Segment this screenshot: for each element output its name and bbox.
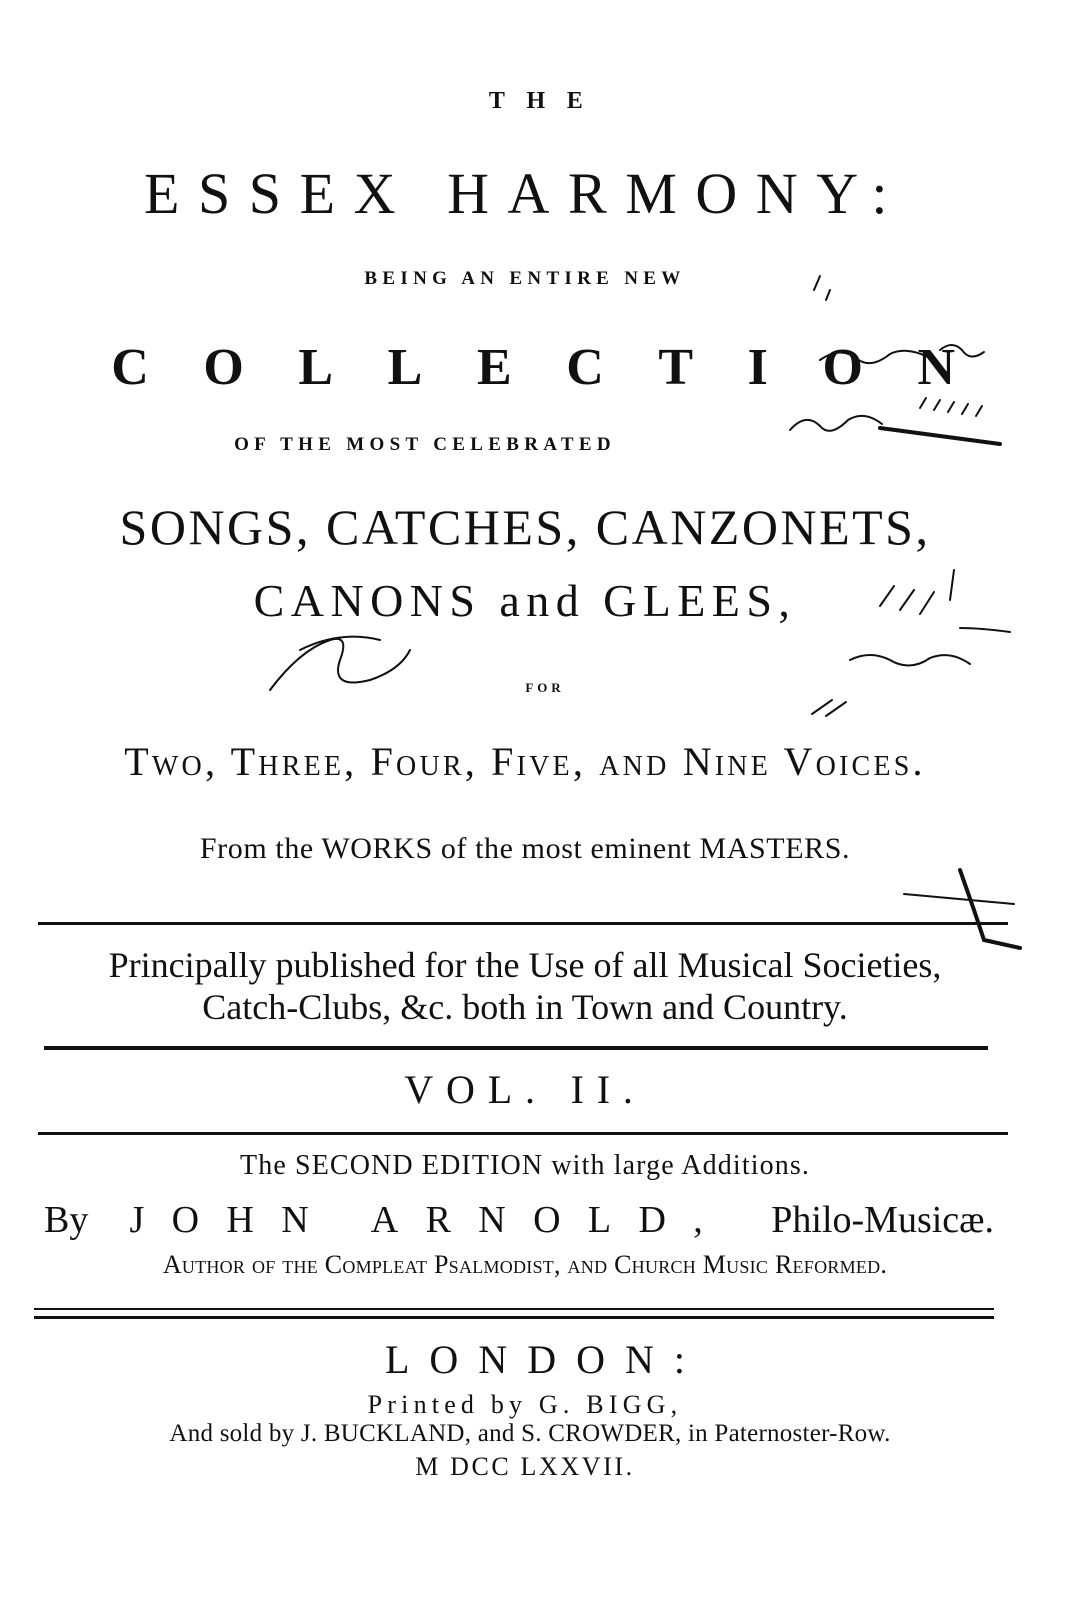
genres-line-2: CANONS and GLEES, [253, 575, 797, 626]
imprint-city: LONDON: [385, 1337, 705, 1382]
rule-2 [44, 1046, 988, 1050]
author-name: JOHN ARNOLD, [129, 1199, 731, 1241]
rule-1 [38, 922, 1008, 925]
collection-heading: COLLECTION [111, 339, 1010, 396]
author-credentials: Author of the Compleat Psalmodist, and Church Music Reformed. [162, 1250, 888, 1279]
by-label: By [44, 1199, 89, 1241]
subtitle-most-celebrated: OF THE MOST CELEBRATED [234, 434, 616, 455]
imprint-sellers: And sold by J. BUCKLAND, and S. CROWDER, in Paternoster-Row. [169, 1420, 891, 1447]
purpose-line-1: Principally published for the Use of all Musical Societies, [108, 945, 942, 985]
author-title: Philo-Musicæ. [771, 1199, 994, 1241]
subtitle-entire-new: BEING AN ENTIRE NEW [364, 268, 686, 289]
rule-4b [34, 1316, 994, 1319]
rule-4a [34, 1308, 994, 1310]
voices-line: Two, Three, Four, Five, and Nine Voices. [124, 739, 926, 784]
main-title: ESSEX HARMONY: [143, 161, 907, 226]
purpose-line-2: Catch-Clubs, &c. both in Town and Country. [202, 987, 848, 1027]
imprint-printer: Printed by G. BIGG, [367, 1390, 683, 1419]
source-line: From the WORKS of the most eminent MASTERS. [199, 832, 851, 865]
edition-line: The SECOND EDITION with large Additions. [239, 1150, 810, 1181]
volume-label: VOL. II. [404, 1067, 646, 1112]
imprint-year: M DCC LXXVII. [415, 1452, 635, 1481]
author-line [44, 1198, 994, 1242]
for-label: FOR [525, 680, 565, 695]
rule-3 [38, 1132, 1008, 1135]
genres-line-1: SONGS, CATCHES, CANZONETS, [119, 499, 931, 555]
the-heading: THE [488, 88, 605, 114]
